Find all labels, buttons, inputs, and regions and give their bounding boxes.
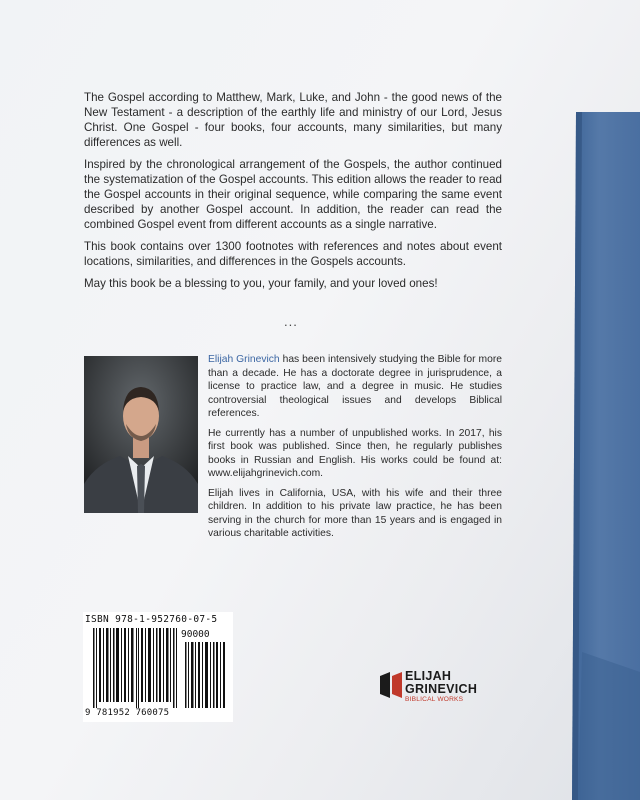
logo-subtitle: BIBLICAL WORKS <box>405 696 464 703</box>
isbn-barcode <box>83 612 233 722</box>
bio-paragraph-1 <box>208 353 502 421</box>
bio-paragraph-1-text: has been intensively studying the Bible for more than a decade. He has a doctorate degree in jurisprudence, a license to practice law, and a degree in music. He studies controversial theological issues and develops Biblical references. <box>208 354 502 419</box>
bio-paragraph-2: He currently has a number of unpublished works. In 2017, his first book was published. Since then, he regularly publishes books in Russian and English. His works could be found at: www.elijahgrinevich.com. <box>208 427 502 479</box>
author-portrait-image <box>84 356 198 513</box>
description-paragraph-4: May this book be a blessing to you, your family, and your loved ones! <box>84 277 438 290</box>
barcode-digits: 9 781952 760075 <box>85 708 170 718</box>
description-paragraph-3: This book contains over 1300 footnotes with references and notes about event locations, similarities, and differences in the Gospels accounts. <box>84 240 502 268</box>
publisher-logo-icon <box>380 672 402 698</box>
isbn-label: ISBN 978-1-952760-07-5 <box>85 614 218 625</box>
book-spine-image <box>572 112 640 800</box>
logo-line2: GRINEVICH <box>405 682 478 696</box>
author-bio <box>208 353 502 547</box>
barcode-addon-digits: 90000 <box>181 629 210 640</box>
section-separator: ... <box>284 314 298 329</box>
author-name: Elijah Grinevich <box>208 354 280 365</box>
description-paragraph-2: Inspired by the chronological arrangement of the Gospels, the author continued the systematization of the Gospel accounts. This edition allows the reader to read the Gospel accounts in their original sequence, while comparing the same event described by another Gospel account. In addition, the reader can read the combined Gospel event from different accounts as a single narrative. <box>84 158 502 231</box>
bio-paragraph-3: Elijah lives in California, USA, with his wife and their three children. In addition to his private law practice, he has been serving in the church for more than 15 years and is engaged in various charitable activities. <box>208 487 502 539</box>
publisher-logo <box>380 668 510 708</box>
barcode-bars <box>85 628 231 708</box>
author-photo <box>84 356 198 513</box>
description-paragraph-1: The Gospel according to Matthew, Mark, Luke, and John - the good news of the New Testament - a description of the earthly life and ministry of our Lord, Jesus Christ. One Gospel - four books, four accounts, many similarities, but many differences as well. <box>84 91 502 149</box>
logo-line1: ELIJAH <box>405 669 452 683</box>
book-description <box>84 90 502 298</box>
